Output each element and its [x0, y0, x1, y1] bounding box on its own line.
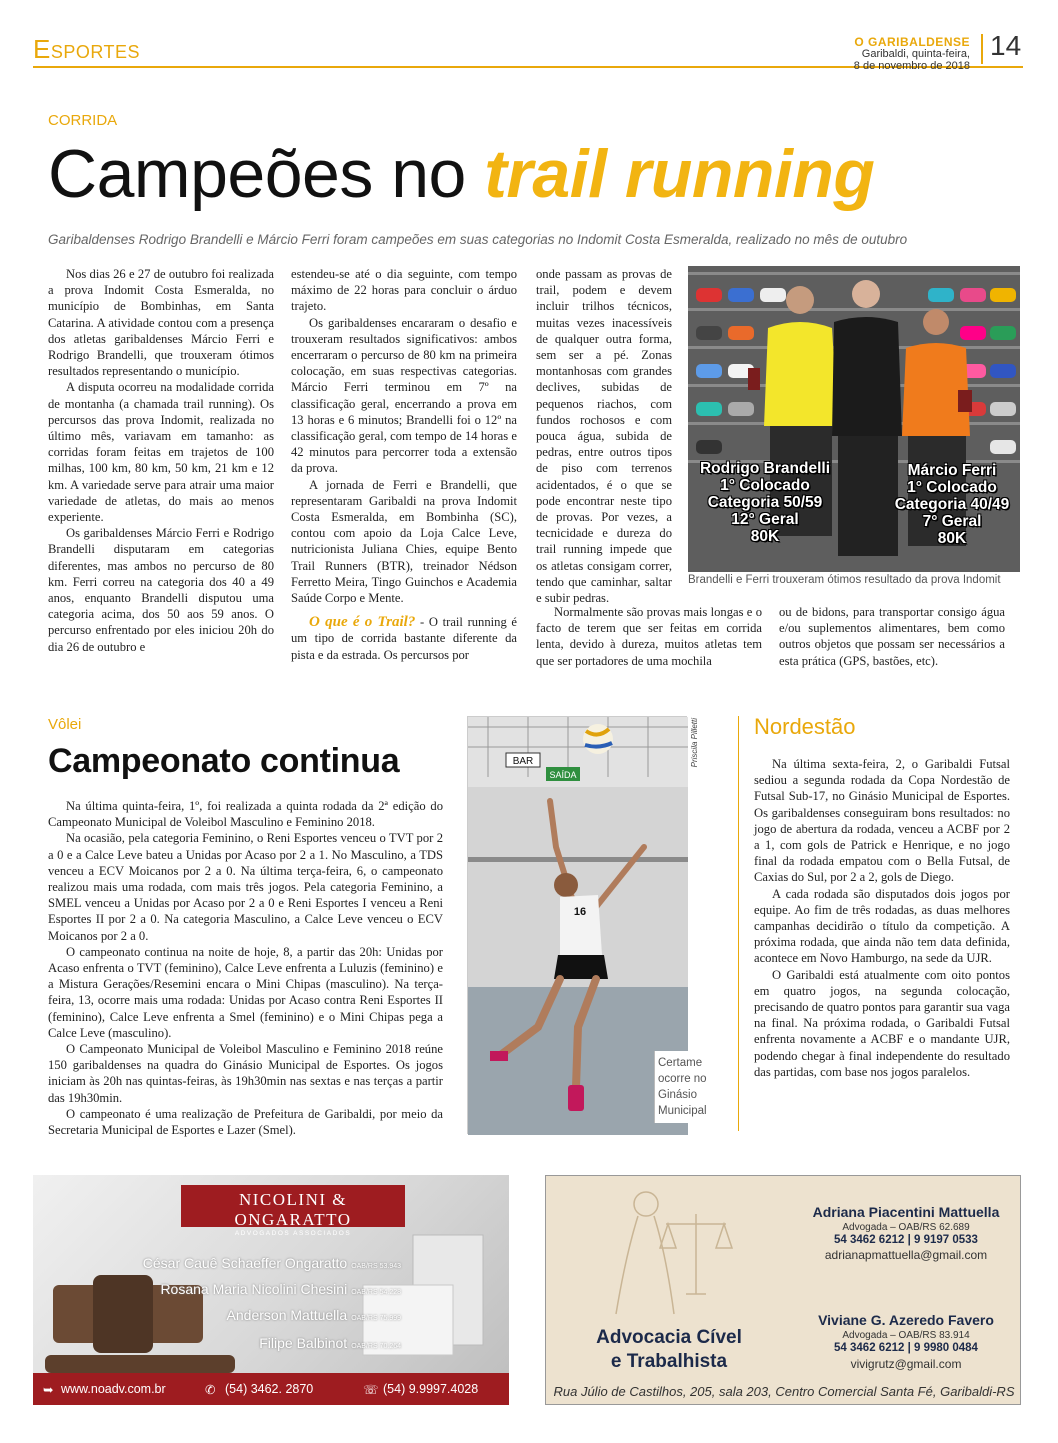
paragraph: onde passam as provas de trail, podem e devem incluir trilhos técnicos, muitas vezes inacessíveis de qualquer outra forma, sem ser a pé. Zonas montanhosas com grandes declives, subidas de pequenos riachos, com fundos rochosos e com pouca água, subida de pedras, entre outros tipos de piso com terrenos acidentados, é o que se pode encontrar neste tipo de provas. Por vezes, a tecnicidade e dureza do trail running impede que os atletas consigam correr, tendo que caminhar, saltar e subir pedras. — [536, 267, 672, 606]
volei-body — [48, 798, 443, 1138]
paragraph: Na ocasião, pela categoria Feminino, o Reni Esportes venceu o TVT por 2 a 0 e a Calce Leve bateu a Unidas por Acaso por 2 a 1. No Masculino, a TDS venceu a ECV Moicanos por 2 a 0. Na última terça-feira, 6, o campeonato realizou mais uma rodada, com mais três jogos. Pela categoria Feminino, a SMEL venceu a Unidas por Acaso por 2 a 0 e Reni Esportes I venceu a Reni Esportes II por 2 a 0. Na categoria Masculino, a Calce Leve venceu o ECV Moicanos por 2 a 0. — [48, 831, 443, 943]
lawyer-2-name: Viviane G. Azeredo Favero — [818, 1312, 994, 1328]
headline-plain: Campeões no — [48, 136, 466, 212]
corrida-column-3 — [536, 266, 672, 606]
corrida-column-1 — [48, 266, 274, 655]
paragraph: A disputa ocorreu na modalidade corrida de montanha (a chamada trail running). Os percursos das prova Indomit, realizada no último mês, variavam em tamanho: as corridas foram feitas em trajetos de 100 milhas, 100 km, 80 km, 50 km, 21 km e 12 km. A variedade serve para atrair uma maior variedade de atletas, do mais ao menos experiente. — [48, 380, 274, 525]
lawyer-name: César Cauê Schaeffer Ongaratto OAB/RS 53.943 — [142, 1255, 401, 1271]
paragraph: O campeonato continua na noite de hoje, 8, a partir das 20h: Unidas por Acaso enfrenta o TVT (feminino), Calce Leve enfrenta a Luluzis (feminino) e a Mistura Gerações/Resemini encara o Mini Chipas (masculino). Na terça-feira, 13, ocorre mais uma rodada: Unidas por Acaso contra Reni Esportes II (feminino), Calce Leve enfrenta a Smel (feminino) e o Mini Chipas pega a Calce Leve (masculino). — [48, 944, 443, 1040]
phone-icon: ✆ — [205, 1383, 216, 1397]
runners-photo — [688, 266, 1020, 572]
left-runner-label: Rodrigo Brandelli 1° Colocado Categoria 50/59 12° Geral 80K — [699, 460, 831, 545]
contact-bar — [33, 1373, 509, 1405]
masthead — [854, 36, 970, 72]
cursor-icon: ➥ — [43, 1383, 54, 1397]
whatsapp-number[interactable]: (54) 9.9997.4028 — [383, 1382, 479, 1396]
paragraph: O Garibaldi está atualmente com oito pontos em quatro jogos, na segunda colocação, precisando de quatro pontos para garantir sua vaga na final. Na próxima rodada, o Garibaldi Futsal enfrenta novamente a ACBF e o mandante UJR, podendo chegar à final independente do resultado das partidas, com base nos jogos paralelos. — [754, 967, 1010, 1079]
lawyer-1-oab: Advogada – OAB/RS 62.689 — [842, 1222, 970, 1233]
volei-headline: Campeonato continua — [48, 742, 400, 780]
office-address: Rua Júlio de Castilhos, 205, sala 203, Centro Comercial Santa Fé, Garibaldi-RS — [553, 1384, 1015, 1399]
lawyer-2-oab: Advogada – OAB/RS 83.914 — [842, 1330, 970, 1341]
photo-credit: Priscila Pilletti — [690, 718, 699, 768]
paragraph: A jornada de Ferri e Brandelli, que representaram Garibaldi na prova Indomit Costa Esmeralda, em Bombinha (SC), contou com apoio da Loja Calce Leve, nutricionista Juliana Chies, equipe Bento Trail Runners (BTR), treinador Nédson Ferretto Meira, Tingo Guinchos e Academia Saúde Corpo e Mente. — [291, 477, 517, 606]
paragraph: A cada rodada são disputados dois jogos por equipe. Ao fim de três rodadas, as duas melhores campanhas decidirão o título da competição. A próxima rodada, que ainda não tem data definida, acontece em Novo Hamburgo, na sede da UJR. — [754, 886, 1010, 966]
dateline-line-2: 8 de novembro de 2018 — [853, 60, 970, 72]
justice-illustration — [576, 1184, 776, 1324]
lawyer-1-email[interactable]: adrianapmattuella@gmail.com — [824, 1248, 988, 1262]
trail-subsection — [291, 614, 517, 663]
phone-number[interactable]: (54) 3462. 2870 — [225, 1382, 314, 1396]
trail-subhead: O que é o Trail? — [309, 614, 416, 631]
paragraph: estendeu-se até o dia seguinte, com tempo máximo de 22 horas para concluir o árduo trajeto. — [291, 267, 517, 314]
runners-photo-caption: Brandelli e Ferri trouxeram ótimos resultado da prova Indomit — [688, 574, 1001, 586]
nordestao-rule — [738, 716, 739, 1131]
trail-text: - O trail running é um tipo de corrida bastante diferente da pista e da estrada. Os percursos por — [291, 615, 517, 662]
law-firm-ad[interactable] — [33, 1175, 509, 1405]
page-number: 14 — [990, 30, 1022, 61]
lawyer-1-name: Adriana Piacentini Mattuella — [812, 1204, 1000, 1220]
volei-kicker: Vôlei — [48, 716, 82, 733]
practice-area: Advocacia Cível e Trabalhista — [596, 1327, 742, 1372]
corrida-deck: Garibaldenses Rodrigo Brandelli e Márcio Ferri foram campeões em suas categorias no Indomit Costa Esmeralda, realizado no mês de outubro — [48, 232, 908, 247]
lawyer-2-phone[interactable]: 54 3462 6212 | 9 9980 0484 — [834, 1342, 978, 1354]
law-firm-logo: NICOLINI & ONGARATTO ADVOGADOS ASSOCIADOS — [181, 1185, 405, 1227]
lawyer-name: Anderson Mattuella OAB/RS 75.999 — [226, 1307, 401, 1323]
lawyer-name: Rosana Maria Nicolini Chesini OAB/RS 54.228 — [160, 1281, 401, 1297]
paragraph: Os garibaldenses encararam o desafio e trouxeram resultados significativos: ambos encerraram o percurso de 80 km na primeira colocação, em suas respectivas categorias. Márcio Ferri terminou em 7º na classificação geral, encerrando a prova em 13 horas e 6 minutos; Brandelli foi o 12º na classificação geral, com tempo de 14 horas e 42 minutos para percorrer toda a extensão da prova. — [291, 315, 517, 476]
whatsapp-icon: ☏ — [363, 1383, 379, 1397]
website-link[interactable]: www.noadv.com.br — [61, 1382, 166, 1396]
headline-accent: trail running — [484, 136, 875, 212]
lawyer-1-phone[interactable]: 54 3462 6212 | 9 9197 0533 — [834, 1234, 978, 1246]
paragraph: Os garibaldenses Márcio Ferri e Rodrigo Brandelli disputaram em categorias diferentes, mas ambos no percurso de 80 km. Ferri correu na categoria dos 40 a 49 anos, enquanto Brandelli disputou uma categoria acima, dos 50 aos 59 anos. O percurso enfrentado por eles iniciou 20h do dia 26 de outubro e — [48, 526, 274, 654]
corrida-bottom-right — [779, 604, 1005, 669]
paragraph: Normalmente são provas mais longas e o facto de terem que ser feitas em corrida lenta, devido à dureza, muitos atletas tem que ser portadores de uma mochila — [536, 605, 762, 668]
nordestao-body — [754, 756, 1010, 1080]
paragraph: ou de bidons, para transportar consigo água e/ou suplementos alimentares, bem como outros objetos que possam ser necessários a esta prática (GPS, bastões, etc). — [779, 605, 1005, 668]
corrida-headline — [48, 134, 874, 214]
bar-sign: BAR — [512, 756, 534, 767]
corrida-column-2 — [291, 266, 517, 663]
paragraph: O Campeonato Municipal de Voleibol Masculino e Feminino 2018 reúne 150 garibaldenses na quadra do Ginásio Municipal de Esportes. Os jogos iniciam às 20h nas quintas-feiras, às 19h30min nas sextas e nas terças a partir das 19h30min. — [48, 1042, 443, 1105]
corrida-kicker: CORRIDA — [48, 112, 118, 129]
page-number-separator — [981, 34, 983, 64]
nordestao-title: Nordestão — [754, 714, 856, 739]
lawyer-2-email[interactable]: vivigrutz@gmail.com — [850, 1357, 962, 1371]
volleyball-photo-caption: Certame ocorre no Ginásio Municipal — [654, 1051, 716, 1123]
corrida-bottom-left — [536, 604, 762, 669]
jersey-number: 16 — [573, 906, 587, 918]
lawyers-ad[interactable] — [545, 1175, 1021, 1405]
exit-sign: SAÍDA — [549, 770, 577, 780]
lawyer-name: Filipe Balbinot OAB/RS 70.264 — [259, 1335, 401, 1351]
paragraph: O campeonato é uma realização de Prefeitura de Garibaldi, por meio da Secretaria Municipal de Esportes e Lazer (Smel). — [48, 1106, 443, 1138]
paragraph: Na última quinta-feira, 1º, foi realizada a quinta rodada da 2ª edição do Campeonato Municipal de Voleibol Masculino e Feminino 2018. — [48, 799, 443, 830]
dateline-line-1: Garibaldi, quinta-feira, — [861, 48, 970, 60]
section-name: Esportes — [33, 34, 141, 64]
paragraph: Na última sexta-feira, 2, o Garibaldi Futsal sediou a segunda rodada da Copa Nordestão de Futsal Sub-17, no Ginásio Municipal de Esportes. Os garibaldenses conseguiram bons resultados: no jogo de abertura da rodada, venceu a ACBF por 2 a 1, com gols de Patrick e Henrique, e no jogo final da rodada empatou com o Bella Futsal, de Caxias do Sul, por 2 a 2, gols de Diego. — [754, 757, 1010, 885]
paper-name: O GARIBALDENSE — [854, 35, 970, 49]
right-runner-label: Márcio Ferri 1° Colocado Categoria 40/49 7° Geral 80K — [894, 462, 1010, 547]
paragraph: Nos dias 26 e 27 de outubro foi realizada a prova Indomit Costa Esmeralda, no município de Bombinhas, em Santa Catarina. A atividade contou com a presença dos atletas garibaldenses Márcio Ferri e Rodrigo Brandelli, que trouxeram ótimos resultados representando o município. — [48, 267, 274, 379]
